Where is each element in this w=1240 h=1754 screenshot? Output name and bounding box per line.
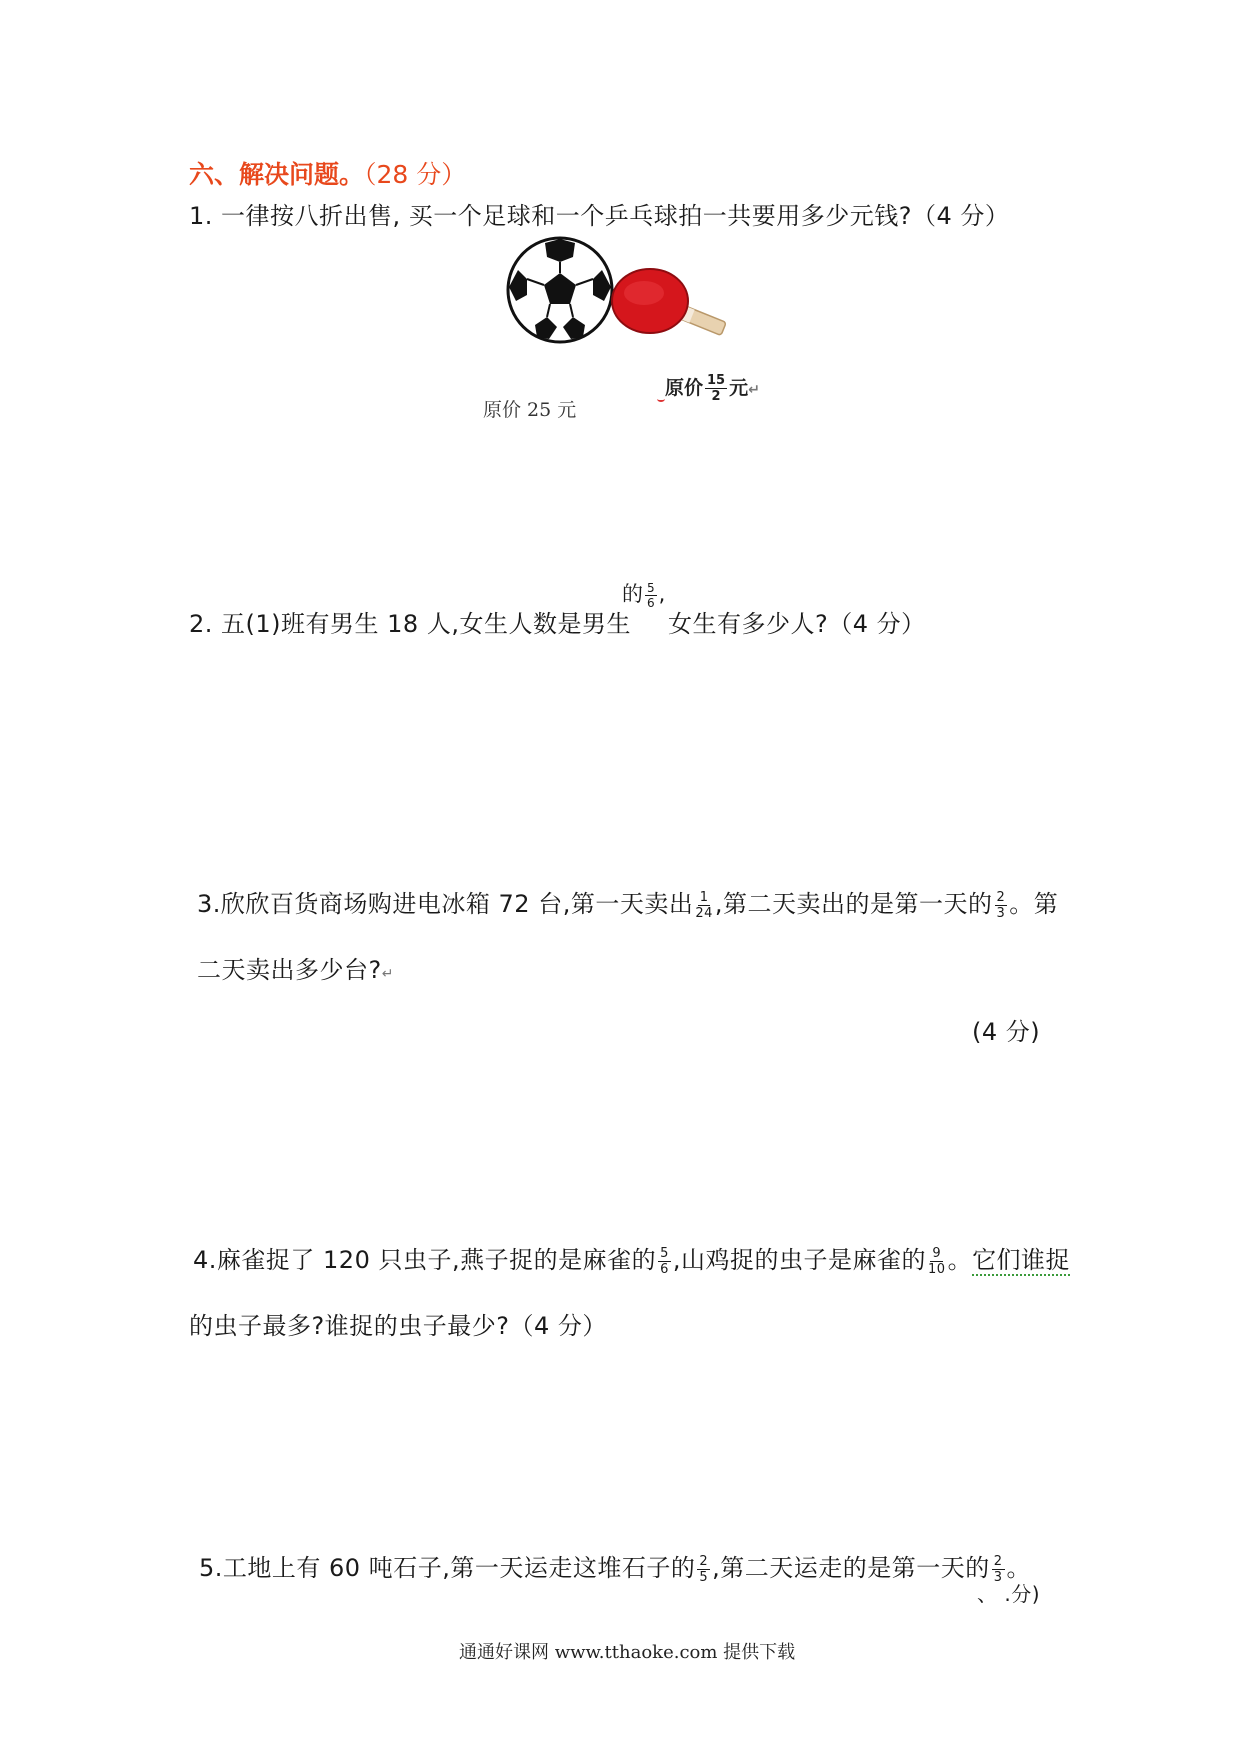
question-2-frac-prefix: 的: [622, 582, 643, 606]
paddle-price-fraction: [705, 374, 727, 403]
question-4-line-1: [193, 1240, 1070, 1276]
question-2-fraction: [645, 582, 657, 609]
fraction-numerator: 2: [993, 1553, 1003, 1569]
section-title-text: 六、解决问题。: [189, 160, 365, 189]
fraction-denominator: 10: [928, 1261, 946, 1277]
fraction-denominator: 3: [996, 905, 1006, 921]
red-mark: [657, 396, 665, 402]
fraction-denominator: 6: [647, 595, 655, 610]
fraction-denominator: 3: [993, 1569, 1003, 1585]
fraction-numerator: 5: [647, 580, 655, 595]
ping-pong-paddle-icon: [608, 265, 738, 345]
question-5-part-3: 。: [1006, 1554, 1032, 1582]
question-1-text: 1. 一律按八折出售, 买一个足球和一个乒乓球拍一共要用多少元钱?（4 分）: [189, 202, 1010, 230]
soccer-price-label: 原价 25 元: [483, 399, 577, 421]
fraction-numerator: 1: [699, 889, 709, 905]
question-1: [189, 196, 1009, 231]
question-3-line-2-text: 二天卖出多少台?: [197, 956, 382, 984]
question-4-part-2: ,山鸡捉的虫子是麻雀的: [672, 1246, 927, 1274]
question-2-part-2: 女生有多少人?（4 分）: [668, 610, 926, 638]
question-3-fraction-2: [995, 891, 1008, 920]
fraction-denominator: 24: [695, 905, 713, 921]
question-4-part-3: 。: [947, 1246, 973, 1274]
fraction-denominator: 2: [711, 389, 721, 404]
question-2-part-1: 2. 五(1)班有男生 18 人,女生人数是男生: [189, 610, 631, 638]
question-5-fraction-1: [697, 1555, 710, 1584]
paddle-price-prefix: 原价: [665, 377, 704, 399]
question-4-part-4: 它们谁捉: [972, 1246, 1071, 1274]
section-points: （28 分）: [364, 160, 467, 189]
question-4-part-1: 4.麻雀捉了 120 只虫子,燕子捉的是麻雀的: [193, 1246, 657, 1274]
paddle-price-label: 原价 $\frac{15}{2}$ 元↵: [665, 373, 760, 404]
question-5-fragment: 、 .分): [977, 1582, 1041, 1606]
fraction-numerator: 5: [660, 1245, 669, 1261]
question-2-fraction-group: [622, 578, 665, 609]
fraction-denominator: 5: [699, 1569, 709, 1585]
question-5-part-2: ,第二天运走的是第一天的: [712, 1554, 990, 1582]
footer-text: 通通好课网 www.tthaoke.com 提供下载: [459, 1642, 796, 1663]
fraction-numerator: 2: [699, 1553, 709, 1569]
fraction-numerator: 2: [996, 889, 1006, 905]
fraction-numerator: 9: [932, 1245, 942, 1261]
question-4-fraction-1: [658, 1247, 671, 1276]
question-3-part-3: 。第: [1009, 890, 1059, 918]
fraction-numerator: 15: [707, 373, 726, 388]
paddle-price-suffix: 元: [729, 377, 749, 399]
question-3-part-2: ,第二天卖出的是第一天的: [714, 890, 993, 918]
question-3-part-1: 3.欣欣百货商场购进电冰箱 72 台,第一天卖出: [197, 890, 694, 918]
question-3-line-1: [197, 884, 1058, 920]
section-title: [189, 155, 466, 191]
question-5-part-1: 5.工地上有 60 吨石子,第一天运走这堆石子的: [199, 1554, 696, 1582]
question-4-fraction-2: [928, 1247, 946, 1276]
question-3-fraction-1: [695, 891, 713, 920]
question-2-comma: ,: [658, 582, 666, 606]
question-2: [189, 604, 631, 639]
question-3-points: (4 分): [972, 1018, 1041, 1046]
question-5-line-1: [199, 1548, 1031, 1584]
soccer-ball-icon: [505, 235, 615, 345]
question-3-line-2: 二天卖出多少台?↵: [197, 956, 394, 984]
question-4-line-2: 的虫子最多?谁捉的虫子最少?（4 分）: [189, 1312, 607, 1340]
fraction-denominator: 6: [660, 1261, 669, 1277]
